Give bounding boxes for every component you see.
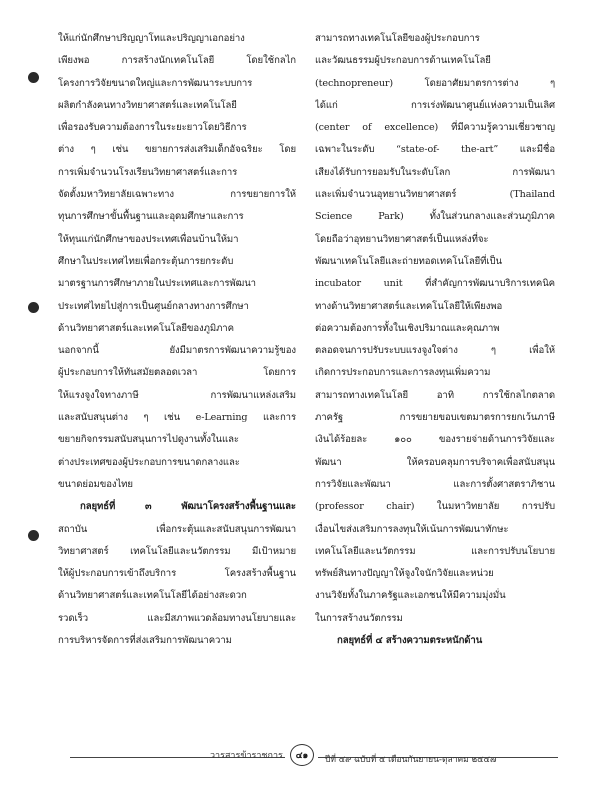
text-line: และวัฒนธรรมผู้ประกอบการด้านเทคโนโลยี — [315, 55, 491, 67]
text-line: วิทยาศาสตร์ เทคโนโลยีและนวัตกรรม มีเป้าหมาย — [58, 545, 296, 557]
text-line: ด้านวิทยาศาสตร์และเทคโนโลยีได้อย่างสะดวก — [58, 590, 247, 602]
text-line: การบริหารจัดการที่ส่งเสริมการพัฒนาความ — [58, 635, 232, 647]
left-column — [58, 28, 296, 652]
text-line: ต่าง ๆ เช่น ขยายการส่งเสริมเด็กอัจฉริยะ โดย — [58, 144, 296, 156]
right-column — [315, 28, 555, 652]
text-line: ต่างประเทศของผู้ประกอบการขนาดกลางและ — [58, 456, 240, 468]
text-line: สามารถทางเทคโนโลยี อาทิ การใช้กลไกตลาด — [315, 389, 555, 401]
text-line: (professor chair) ในมหาวิทยาลัย การปรับ — [315, 501, 555, 513]
text-line: ให้ผู้ประกอบการเข้าถึงบริการ โครงสร้างพื้นฐาน — [58, 568, 296, 580]
page-number: ๔๑ — [290, 744, 314, 766]
text-line: และเพิ่มจำนวนอุทยานวิทยาศาสตร์ (Thailand — [315, 189, 555, 201]
text-line: เงื่อนไขส่งเสริมการลงทุนให้เน้นการพัฒนาทักษะ — [315, 523, 509, 535]
journal-name: วารสารข้าราชการ — [210, 751, 283, 761]
strategy-heading: กลยุทธ์ที่ ๓ พัฒนาโครงสร้างพื้นฐานและ — [80, 501, 296, 513]
text-line: ทุนการศึกษาขั้นพื้นฐานและอุดมศึกษาและการ — [58, 211, 244, 223]
text-line: รวดเร็ว และมีสภาพแวดล้อมทางนโยบายและ — [58, 612, 296, 624]
text-line: ผู้ประกอบการให้ทันสมัยตลอดเวลา โดยการ — [58, 367, 296, 379]
text-line: (technopreneur) โดยอาศัยมาตรการต่าง ๆ — [315, 77, 555, 89]
text-line: โดยถือว่าอุทยานวิทยาศาสตร์เป็นแหล่งที่จะ — [315, 233, 489, 245]
text-line: ขยายกิจกรรมสนับสนุนการไปดูงานทั้งในและ — [58, 434, 239, 446]
text-line: การวิจัยและพัฒนา และการตั้งศาสตราภิชาน — [315, 478, 555, 490]
text-line: เพียงพอ การสร้างนักเทคโนโลยี โดยใช้กลไก — [58, 55, 296, 67]
text-line: ทางด้านวิทยาศาสตร์และเทคโนโลยีให้เพียงพอ — [315, 300, 503, 312]
text-line: เกิดการประกอบการและการลงทุนเพิ่มความ — [315, 367, 491, 379]
binding-hole-icon — [28, 530, 39, 541]
text-line: ขนาดย่อมของไทย — [58, 478, 133, 490]
text-line: Science Park) ทั้งในส่วนกลางและส่วนภูมิภาค — [315, 211, 555, 223]
text-line: เสียงได้รับการยอมรับในระดับโลก การพัฒนา — [315, 166, 555, 178]
text-line: สถาบัน เพื่อกระตุ้นและสนับสนุนการพัฒนา — [58, 523, 296, 535]
text-line: พัฒนา ให้ครอบคลุมการบริจาคเพื่อสนับสนุน — [315, 456, 555, 468]
text-line: ในการสร้างนวัตกรรม — [315, 612, 403, 624]
text-line: ให้ทุนแก่นักศึกษาของประเทศเพื่อนบ้านให้มา — [58, 233, 239, 245]
text-line: พัฒนาเทคโนโลยีและถ่ายทอดเทคโนโลยีที่เป็น — [315, 255, 503, 267]
text-line: ภาครัฐ การขยายขอบเขตมาตรการยกเว้นภาษี — [315, 412, 555, 424]
text-line: มาตรฐานการศึกษาภายในประเทศและการพัฒนา — [58, 278, 256, 290]
issue-info: ปีที่ ๔๙ ฉบับที่ ๕ เดือนกันยายน-ตุลาคม ๒๕๔๗ — [325, 755, 497, 765]
text-line: โครงการวิจัยขนาดใหญ่และการพัฒนาระบบการ — [58, 77, 253, 89]
text-line: ด้านวิทยาศาสตร์และเทคโนโลยีของภูมิภาค — [58, 322, 234, 334]
text-line: incubator unit ที่สำคัญการพัฒนาบริการเทคนิค — [315, 278, 555, 290]
text-line: เทคโนโลยีและนวัตกรรม และการปรับนโยบาย — [315, 545, 555, 557]
text-line: สามารถทางเทคโนโลยีของผู้ประกอบการ — [315, 33, 480, 44]
text-line: เงินได้ร้อยละ ๑๐๐ ของรายจ่ายด้านการวิจัยและ — [315, 434, 555, 446]
strategy-heading: กลยุทธ์ที่ ๔ สร้างความตระหนักด้าน — [337, 635, 483, 647]
binding-hole-icon — [28, 302, 39, 313]
text-line: ตลอดจนการปรับระบบแรงจูงใจต่าง ๆ เพื่อให้ — [315, 345, 555, 357]
text-line: ผลิตกำลังคนทางวิทยาศาสตร์และเทคโนโลยี — [58, 99, 237, 111]
text-line: ศึกษาในประเทศไทยเพื่อกระตุ้นการยกระดับ — [58, 255, 234, 267]
text-line: เฉพาะในระดับ “state-of- the-art” และมีชื่อ — [315, 144, 555, 156]
text-line: ประเทศไทยไปสู่การเป็นศูนย์กลางทางการศึกษา — [58, 300, 249, 312]
text-line: และสนับสนุนต่าง ๆ เช่น e-Learning และการ — [58, 412, 296, 424]
text-line: (center of excellence) ที่มีความรู้ความเชี่ยวชาญ — [315, 122, 555, 134]
text-line: ทรัพย์สินทางปัญญาให้จูงใจนักวิจัยและหน่วย — [315, 568, 494, 580]
text-line: ให้แรงจูงใจทางภาษี การพัฒนาแหล่งเสริม — [58, 389, 296, 401]
binding-hole-icon — [28, 72, 39, 83]
text-line: นอกจากนี้ ยังมีมาตรการพัฒนาความรู้ของ — [58, 345, 296, 357]
text-line: ได้แก่ การเร่งพัฒนาศูนย์แห่งความเป็นเลิศ — [315, 99, 555, 111]
text-line: งานวิจัยทั้งในภาครัฐและเอกชนให้มีความมุ่งมั่น — [315, 590, 506, 602]
text-line: เพื่อรองรับความต้องการในระยะยาวโดยวิธีการ — [58, 122, 247, 134]
text-line: การเพิ่มจำนวนโรงเรียนวิทยาศาสตร์และการ — [58, 166, 238, 178]
text-line: ให้แก่นักศึกษาปริญญาโทและปริญญาเอกอย่าง — [58, 33, 245, 44]
text-line: จัดตั้งมหาวิทยาลัยเฉพาะทาง การขยายการให้ — [58, 189, 296, 201]
page-footer — [0, 748, 612, 778]
text-line: ต่อความต้องการทั้งในเชิงปริมาณและคุณภาพ — [315, 322, 500, 334]
